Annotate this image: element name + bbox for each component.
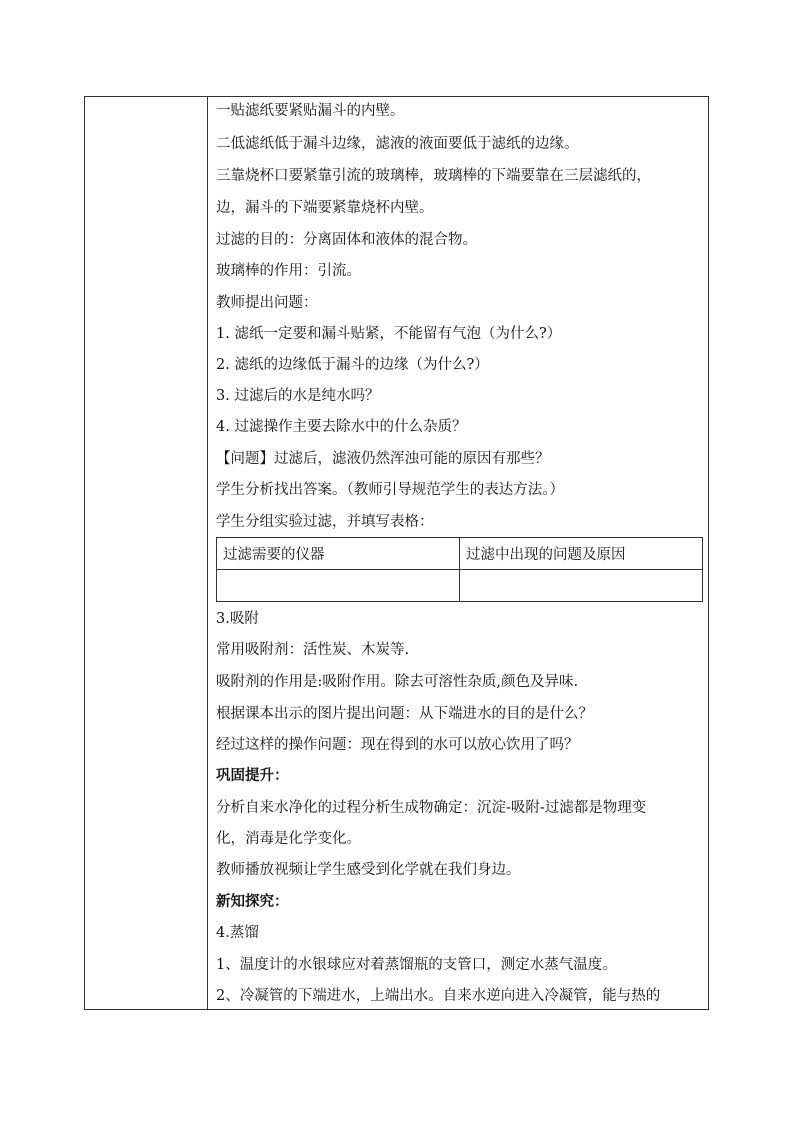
text-line: 边，漏斗的下端要紧靠烧杯内壁。 (216, 200, 434, 216)
text-line: 学生分析找出答案。（教师引导规范学生的表达方法。） (216, 482, 564, 498)
table-cell (217, 570, 460, 602)
text-line: 教师提出问题： (216, 295, 318, 311)
text-line: 3. 过滤后的水是纯水吗？ (216, 388, 380, 404)
text-line: 经过这样的操作问题：现在得到的水可以放心饮用了吗？ (216, 737, 579, 753)
text-line: 吸附剂的作用是:吸附作用。除去可溶性杂质,颜色及异味. (216, 674, 579, 690)
text-line: 玻璃棒的作用：引流。 (216, 263, 361, 279)
text-line: 分析自来水净化的过程分析生成物确定：沉淀-吸附-过滤都是物理变 (216, 800, 647, 816)
experiment-table (216, 537, 703, 602)
text-line: 一贴滤纸要紧贴漏斗的内壁。 (216, 103, 405, 119)
text-line: 过滤的目的：分离固体和液体的混合物。 (216, 232, 477, 248)
table-header-cell: 过滤中出现的问题及原因 (460, 538, 703, 570)
text-line: 2、冷凝管的下端进水，上端出水。自来水逆向进入冷凝管，能与热的 (216, 988, 661, 1004)
text-line: 常用吸附剂：活性炭、木炭等. (216, 642, 410, 658)
left-column-cell (85, 97, 208, 1009)
text-line: 学生分组实验过滤，并填写表格： (216, 514, 434, 530)
table-row (217, 570, 703, 602)
text-line: 1. 滤纸一定要和漏斗贴紧，不能留有气泡（为什么?） (216, 326, 562, 342)
text-line: 三靠烧杯口要紧靠引流的玻璃棒，玻璃棒的下端要靠在三层滤纸的， (216, 168, 651, 184)
text-line: 4.蒸馏 (216, 925, 259, 941)
text-line: 4. 过滤操作主要去除水中的什么杂质？ (216, 419, 467, 435)
text-line: 化，消毒是化学变化。 (216, 831, 361, 847)
text-line: 教师播放视频让学生感受到化学就在我们身边。 (216, 862, 521, 878)
lesson-table (84, 96, 709, 1010)
table-header-row (217, 538, 703, 570)
text-line: 2. 滤纸的边缘低于漏斗的边缘（为什么?） (216, 357, 489, 373)
section-heading: 巩固提升： (216, 767, 289, 784)
table-cell (460, 570, 703, 602)
table-header-cell: 过滤需要的仪器 (217, 538, 460, 570)
text-line: 【问题】过滤后，滤液仍然浑浊可能的原因有那些？ (216, 451, 550, 467)
text-line: 1、温度计的水银球应对着蒸馏瓶的支管口，测定水蒸气温度。 (216, 957, 617, 973)
text-line: 二低滤纸低于漏斗边缘，滤液的液面要低于滤纸的边缘。 (216, 136, 579, 152)
text-line: 3.吸附 (216, 611, 259, 627)
text-line: 根据课本出示的图片提出问题：从下端进水的目的是什么？ (216, 706, 593, 722)
section-heading: 新知探究： (216, 893, 289, 910)
